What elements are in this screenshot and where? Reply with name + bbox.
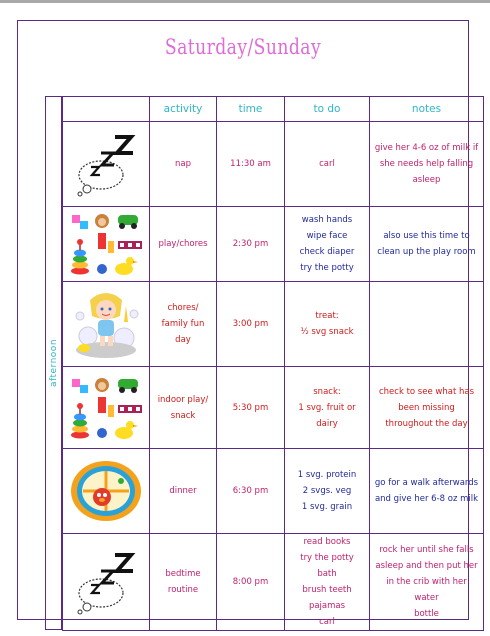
dinner-plate-icon <box>69 459 143 523</box>
row-todo: treat: ½ svg snack <box>285 282 370 367</box>
row-notes: go for a walk afterwards and give her 6-8 oz milk <box>370 449 484 534</box>
row-image-cell <box>63 534 150 631</box>
schedule-table <box>62 96 484 631</box>
bath-girl-icon <box>68 286 144 362</box>
table-row <box>63 449 484 534</box>
row-activity: nap <box>150 122 217 207</box>
row-notes <box>370 282 484 367</box>
row-time: 2:30 pm <box>217 207 285 282</box>
page-title: Saturday/Sunday <box>164 35 322 59</box>
row-notes: check to see what has been missing throughout the day <box>370 367 484 449</box>
row-todo: snack: 1 svg. fruit or dairy <box>285 367 370 449</box>
row-activity: indoor play/ snack <box>150 367 217 449</box>
header-time: time <box>217 97 285 122</box>
row-activity: play/chores <box>150 207 217 282</box>
table-row <box>63 282 484 367</box>
header-activity: activity <box>150 97 217 122</box>
row-todo: wash hands wipe face check diaper try the potty <box>285 207 370 282</box>
schedule-page <box>17 20 479 627</box>
table-row <box>63 122 484 207</box>
row-activity: bedtime routine <box>150 534 217 631</box>
row-todo: read books try the potty bath brush teeth pajamas carl <box>285 534 370 631</box>
row-notes: also use this time to clean up the play room <box>370 207 484 282</box>
side-column <box>45 96 62 630</box>
header-notes: notes <box>370 97 484 122</box>
row-time: 5:30 pm <box>217 367 285 449</box>
header-row <box>63 97 484 122</box>
row-time: 6:30 pm <box>217 449 285 534</box>
toys-icon <box>68 211 144 277</box>
row-time: 3:00 pm <box>217 282 285 367</box>
row-notes: give her 4-6 oz of milk if she needs help falling asleep <box>370 122 484 207</box>
row-activity: dinner <box>150 449 217 534</box>
sleeping-zzz-cloud-icon <box>71 549 141 615</box>
row-notes: rock her until she falls asleep and then put her in the crib with her water bottle <box>370 534 484 631</box>
row-image-cell <box>63 282 150 367</box>
row-image-cell <box>63 207 150 282</box>
row-image-cell <box>63 449 150 534</box>
side-label: afternoon <box>48 338 59 388</box>
window-top-edge <box>0 0 490 3</box>
row-activity: chores/ family fun day <box>150 282 217 367</box>
row-todo: 1 svg. protein 2 svgs. veg 1 svg. grain <box>285 449 370 534</box>
header-todo: to do <box>285 97 370 122</box>
table-row <box>63 534 484 631</box>
row-time: 11:30 am <box>217 122 285 207</box>
table-row <box>63 367 484 449</box>
sleeping-zzz-cloud-icon <box>71 131 141 197</box>
header-image-cell <box>63 97 150 122</box>
row-todo: carl <box>285 122 370 207</box>
table-row <box>63 207 484 282</box>
row-image-cell <box>63 367 150 449</box>
row-time: 8:00 pm <box>217 534 285 631</box>
row-image-cell <box>63 122 150 207</box>
toys-icon <box>68 375 144 441</box>
